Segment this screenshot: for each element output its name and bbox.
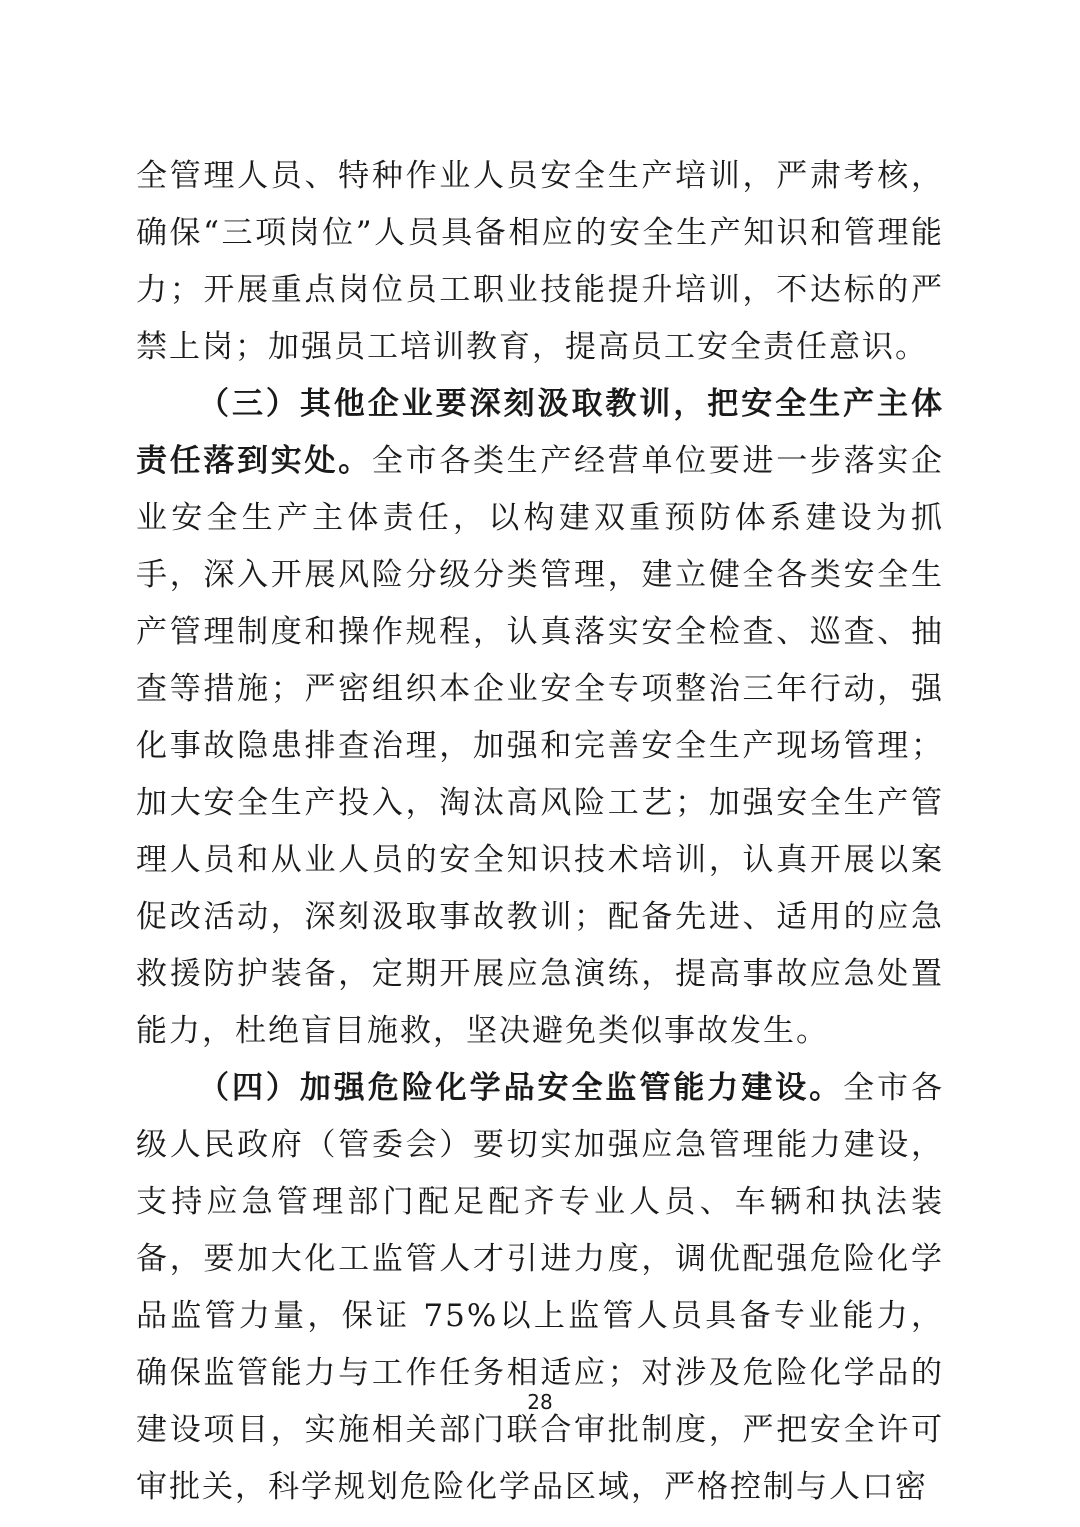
section-heading: （三）其他企业要深刻汲取教训，把安全生产主体责任落到实处。 bbox=[136, 386, 944, 479]
paragraph-section-4 bbox=[136, 1060, 944, 1516]
paragraph-continuation bbox=[136, 148, 944, 376]
section-heading: （四）加强危险化学品安全监管能力建设。 bbox=[198, 1070, 844, 1106]
paragraph-text: 全市各级人民政府（管委会）要切实加强应急管理能力建设，支持应急管理部门配足配齐专业人员、车辆和执法装备，要加大化工监管人才引进力度，调优配强危险化学品监管力量，保证 75%以上监管人员具备专业能力，确保监管能力与工作任务相适应；对涉及危险化学品的建设项目，实施相关部门联合审批制度，严把安全许可审批关，科学规划危险化学品区域，严格控制与人口密 bbox=[136, 1070, 944, 1505]
page-number: 28 bbox=[527, 1390, 553, 1414]
paragraph-text: 全管理人员、特种作业人员安全生产培训，严肃考核，确保“三项岗位”人员具备相应的安全生产知识和管理能力；开展重点岗位员工职业技能提升培训，不达标的严禁上岗；加强员工培训教育，提高员工安全责任意识。 bbox=[136, 158, 944, 365]
paragraph-section-3 bbox=[136, 376, 944, 1060]
paragraph-text: 全市各类生产经营单位要进一步落实企业安全生产主体责任，以构建双重预防体系建设为抓手，深入开展风险分级分类管理，建立健全各类安全生产管理制度和操作规程，认真落实安全检查、巡查、抽查等措施；严密组织本企业安全专项整治三年行动，强化事故隐患排查治理，加强和完善安全生产现场管理；加大安全生产投入，淘汰高风险工艺；加强安全生产管理人员和从业人员的安全知识技术培训，认真开展以案促改活动，深刻汲取事故教训；配备先进、适用的应急救援防护装备，定期开展应急演练，提高事故应急处置能力，杜绝盲目施救，坚决避免类似事故发生。 bbox=[136, 443, 945, 1049]
document-body bbox=[136, 148, 944, 1516]
